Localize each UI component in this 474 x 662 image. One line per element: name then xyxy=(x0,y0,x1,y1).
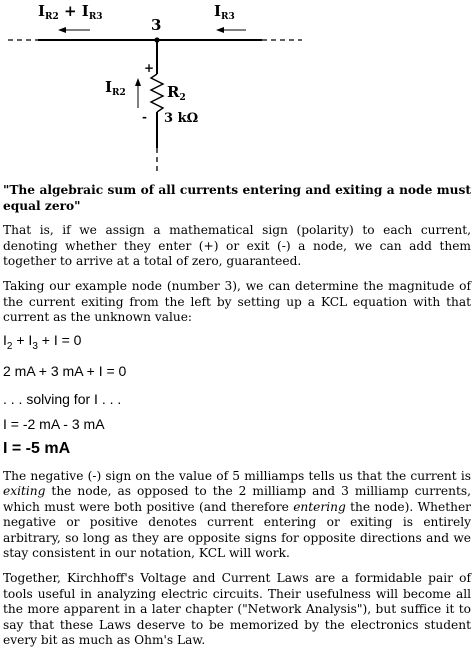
resistor-value-label: 3 kΩ xyxy=(164,111,199,126)
minus-sign: - xyxy=(142,110,147,124)
circuit-diagram xyxy=(0,0,474,180)
equation-isolated: I = -2 mA - 3 mA xyxy=(3,416,105,433)
plus-sign: + xyxy=(144,61,155,75)
equation-solving-note: . . . solving for I . . . xyxy=(3,390,122,407)
document-body xyxy=(3,183,471,649)
paragraph-negative-sign: The negative (-) sign on the value of 5 milliamps tells us that the current is exiting the node, as opposed to the 2 milliamp and 3 milliamp currents, which must were both positive (and therefore entering the node). Whether negative or positive denotes current entering or exiting is entirely arbitrary, so long as they are opposite signs for opposite directions and we stay consistent in our notation, KCL will work. xyxy=(3,468,471,561)
node-number-label: 3 xyxy=(151,16,162,34)
node-dot xyxy=(154,37,159,42)
resistor-name-label: $R_2$ xyxy=(167,83,186,103)
left-current-arrowhead xyxy=(58,27,66,33)
left-current-label: $I_{R2} + I_{R3}$ xyxy=(38,2,103,22)
right-current-label: $I_{R3}$ xyxy=(214,2,235,22)
paragraph-example-node: Taking our example node (number 3), we can determine the magnitude of the current exiting from the left by setting up a KCL equation with that current as the unknown value: xyxy=(3,278,471,325)
branch-current-arrowhead xyxy=(135,78,141,86)
equation-kcl-values: 2 mA + 3 mA + I = 0 xyxy=(3,363,127,380)
equation-kcl-symbolic: $I_2 + I_3 + I = 0$ xyxy=(3,331,82,352)
paragraph-kirchhoff-laws: Together, Kirchhoff's Voltage and Current Laws are a formidable pair of tools useful in analyzing electric circuits. Their usefulness will become all the more apparent in a later chapter ("Network Analysis"), but suffice it to say that these Laws deserve to be memorized by the electronics student every bit as much as Ohm's Law. xyxy=(3,571,471,648)
kcl-quote: "The algebraic sum of all currents entering and exiting a node must equal zero" xyxy=(3,183,471,213)
paragraph-sign-convention: That is, if we assign a mathematical sign (polarity) to each current, denoting whether they enter (+) or exit (-) a node, we can add them together to arrive at a total of zero, guaranteed. xyxy=(3,223,471,269)
branch-current-label: $I_{R2}$ xyxy=(105,78,126,98)
resistor-r2-symbol xyxy=(151,74,163,112)
right-current-arrowhead xyxy=(216,27,224,33)
equation-result: I = -5 mA xyxy=(3,439,71,457)
